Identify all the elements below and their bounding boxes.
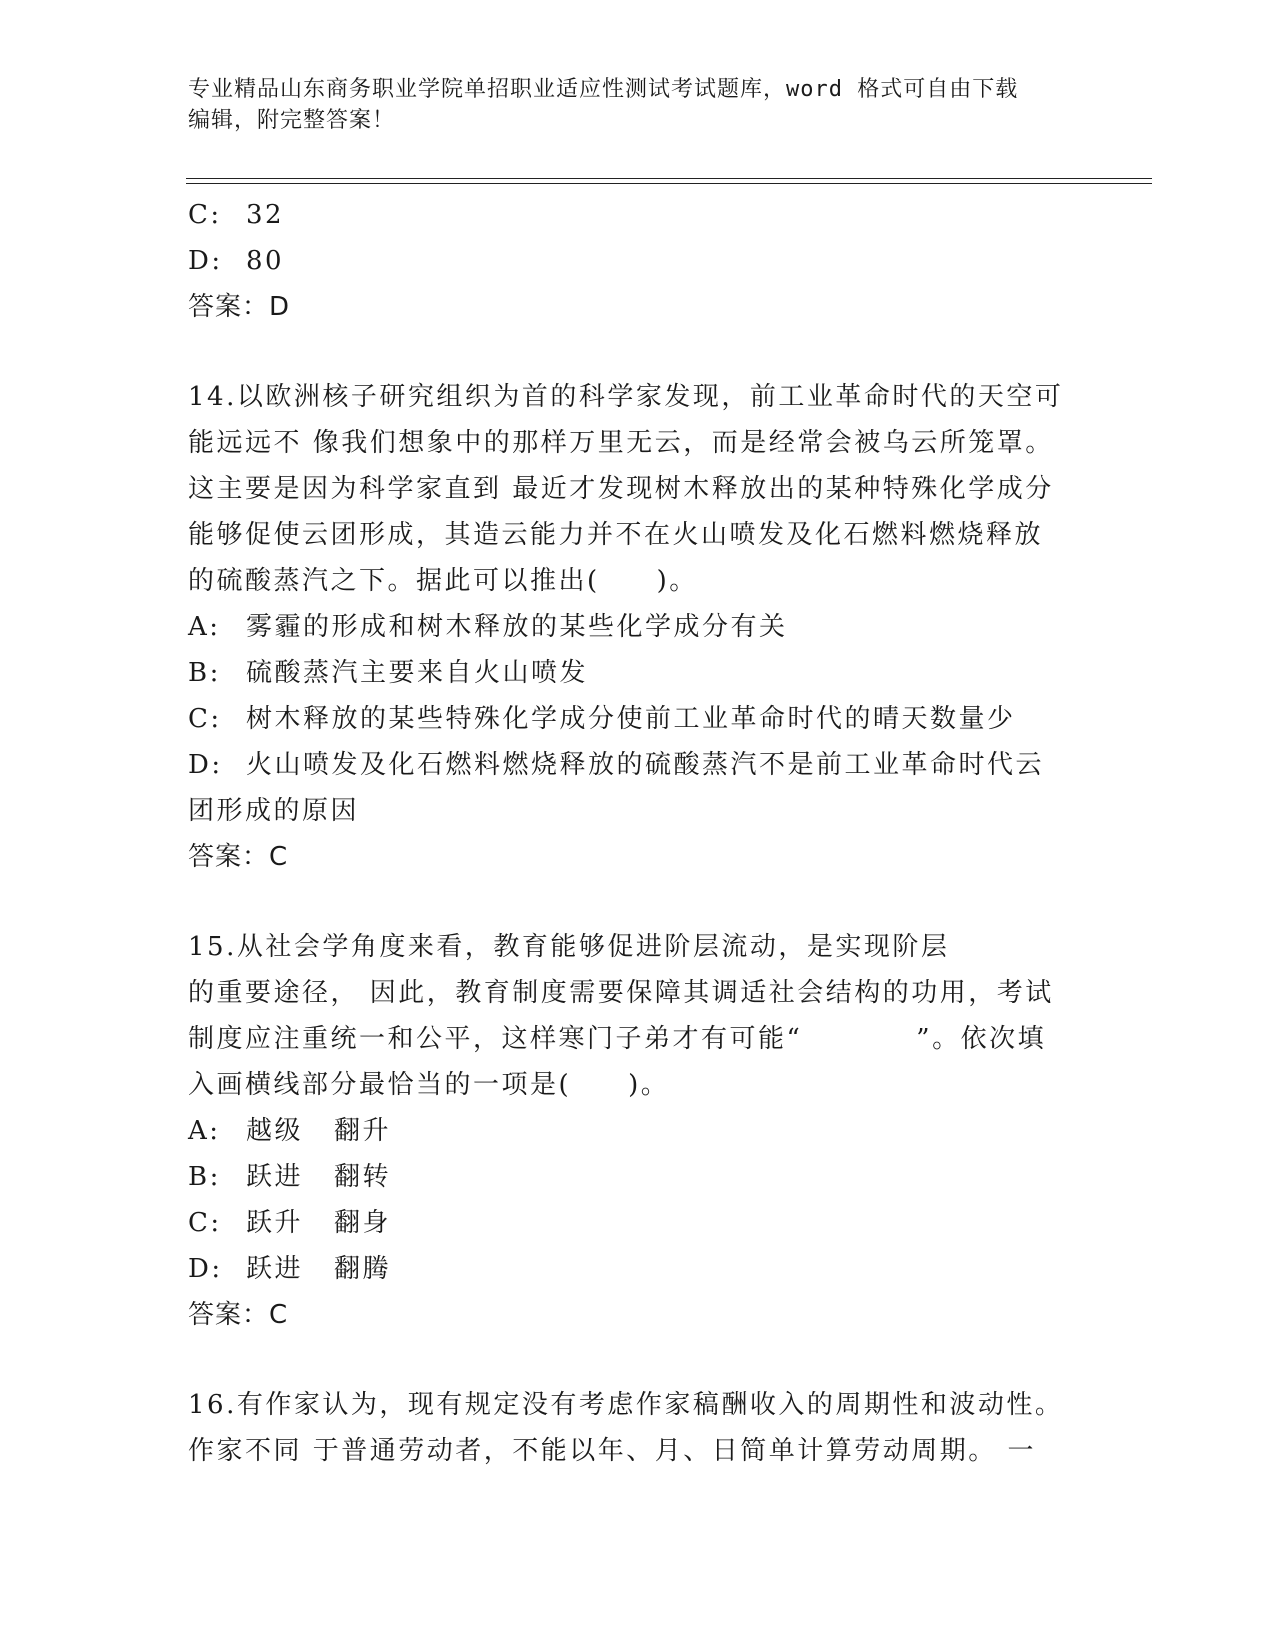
option-word-1: 越级: [246, 1116, 304, 1146]
option-label: B:: [188, 658, 221, 688]
option-label: B:: [188, 1162, 221, 1192]
answer-line: 答案：C: [188, 842, 289, 872]
header-line-1: 专业精品山东商务职业学院单招职业适应性测试考试题库，word 格式可自由下载: [188, 77, 1019, 102]
option-word-2: 翻身: [334, 1208, 392, 1238]
option-word-2: 翻升: [334, 1116, 392, 1146]
document-body: [188, 192, 1088, 1474]
option-text: 树木释放的某些特殊化学成分使前工业革命时代的晴天数量少: [246, 704, 1016, 734]
option-label: D:: [188, 1254, 223, 1284]
question-16: [188, 1382, 1088, 1474]
spacer: [188, 1338, 1088, 1382]
spacer: [188, 330, 1088, 374]
option-text: 雾霾的形成和树木释放的某些化学成分有关: [246, 612, 788, 642]
option-b: [188, 1154, 1088, 1200]
option-label: C:: [188, 704, 222, 734]
option-label: C:: [188, 1208, 222, 1238]
question-13-tail: [188, 192, 1088, 330]
header-line-2: 编辑，附完整答案！: [188, 108, 396, 133]
option-text: 32: [246, 200, 285, 230]
question-14: [188, 374, 1088, 880]
option-a: [188, 1108, 1088, 1154]
option-d: [188, 238, 1088, 284]
option-word-2: 翻转: [334, 1162, 392, 1192]
answer-line: 答案：D: [188, 292, 291, 322]
question-text-line: 这主要是因为科学家直到 最近才发现树木释放出的某种特殊化学成分: [188, 474, 1054, 504]
option-text: 火山喷发及化石燃料燃烧释放的硫酸蒸汽不是前工业革命时代云: [246, 750, 1045, 780]
option-d-continuation: 团形成的原因: [188, 796, 360, 826]
question-text-line: 的重要途径， 因此，教育制度需要保障其调适社会结构的功用，考试: [188, 978, 1054, 1008]
option-word-1: 跃进: [246, 1254, 304, 1284]
option-label: C:: [188, 200, 222, 230]
question-text-line: 的硫酸蒸汽之下。据此可以推出( )。: [188, 566, 698, 596]
option-c: [188, 192, 1088, 238]
page-header: [188, 74, 1088, 136]
answer-line: 答案：C: [188, 1300, 289, 1330]
question-text-line: 作家不同 于普通劳动者，不能以年、月、日简单计算劳动周期。 一: [188, 1436, 1037, 1466]
question-text-line: 16.有作家认为，现有规定没有考虑作家稿酬收入的周期性和波动性。: [188, 1390, 1064, 1420]
option-a: [188, 604, 1088, 650]
header-rule-top: [186, 178, 1152, 179]
option-word-1: 跃进: [246, 1162, 304, 1192]
option-c: [188, 1200, 1088, 1246]
spacer: [188, 880, 1088, 924]
option-label: D:: [188, 750, 223, 780]
option-word-1: 跃升: [246, 1208, 304, 1238]
option-c: [188, 696, 1088, 742]
question-text-line: 入画横线部分最恰当的一项是( )。: [188, 1070, 670, 1100]
question-text-line: 14.以欧洲核子研究组织为首的科学家发现，前工业革命时代的天空可: [188, 382, 1064, 412]
option-text: 80: [246, 246, 285, 276]
question-text-line: 15.从社会学角度来看，教育能够促进阶层流动，是实现阶层: [188, 932, 950, 962]
option-label: A:: [188, 1116, 221, 1146]
question-text-line: 制度应注重统一和公平，这样寒门子弟才有可能“ ”。依次填: [188, 1024, 1047, 1054]
header-rule-bottom: [186, 183, 1152, 184]
question-text-line: 能够促使云团形成，其造云能力并不在火山喷发及化石燃料燃烧释放: [188, 520, 1044, 550]
question-text-line: 能远远不 像我们想象中的那样万里无云，而是经常会被乌云所笼罩。: [188, 428, 1054, 458]
option-label: D:: [188, 246, 223, 276]
option-word-2: 翻腾: [334, 1254, 392, 1284]
option-b: [188, 650, 1088, 696]
question-15: [188, 924, 1088, 1338]
option-d: [188, 742, 1088, 788]
option-label: A:: [188, 612, 221, 642]
option-text: 硫酸蒸汽主要来自火山喷发: [246, 658, 589, 688]
option-d: [188, 1246, 1088, 1292]
